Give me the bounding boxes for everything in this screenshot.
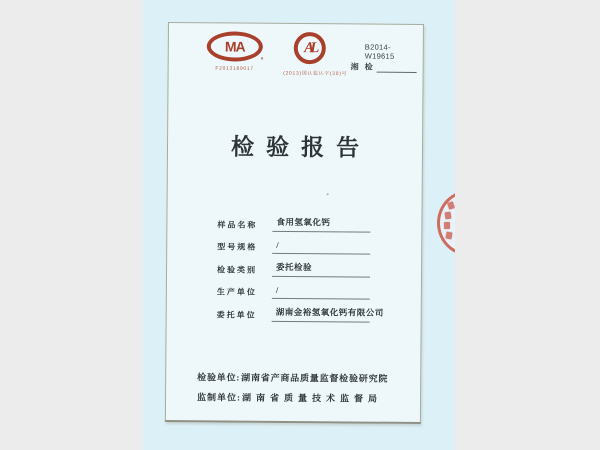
cma-registered-mark: 。	[260, 53, 267, 61]
inspection-unit-line	[197, 370, 388, 384]
field-label: 委托单位	[216, 310, 257, 320]
report-number: B2014-W19615	[364, 42, 395, 61]
report-title: 检验报告	[230, 134, 372, 161]
field-label: 样品名称	[217, 220, 258, 230]
document-photo	[143, 0, 455, 450]
field-row-client	[217, 297, 387, 322]
supervising-unit-line	[197, 390, 382, 404]
field-value: 食用氢氧化钙	[276, 216, 331, 228]
field-underline	[272, 297, 384, 323]
field-row-model-spec	[217, 229, 387, 254]
field-row-producer	[217, 274, 387, 299]
seal-glyph	[447, 201, 455, 210]
supervising-unit-label: 监制单位:	[197, 392, 242, 403]
supervising-unit-value: 湖南省质量技术监督局	[242, 392, 383, 404]
cal-logo-letters: AL	[304, 39, 316, 56]
report-number-underline	[377, 64, 417, 73]
field-value: /	[276, 239, 280, 250]
report-number-block	[351, 42, 417, 73]
seal-glyph	[445, 232, 452, 240]
report-cover-page	[165, 22, 424, 424]
field-value: 委托检验	[276, 261, 313, 273]
seal-glyph	[445, 212, 452, 220]
field-underline	[272, 274, 370, 300]
cal-accreditation-block	[277, 32, 348, 79]
paper-speck	[327, 193, 329, 195]
report-number-prefix: 湘 检	[350, 62, 375, 72]
cal-cert-number: (2013)国认监认字(30)号	[283, 71, 348, 77]
field-value: /	[275, 284, 279, 295]
field-label: 检验类别	[217, 265, 258, 275]
red-seal-icon	[437, 190, 455, 256]
cma-cert-number: F2013189017	[215, 66, 254, 72]
cma-accreditation-block	[205, 31, 265, 72]
cma-logo-icon	[207, 31, 267, 61]
field-value: 湖南金裕氢氧化钙有限公司	[275, 306, 384, 318]
field-underline	[272, 229, 370, 255]
cal-logo-icon	[294, 32, 326, 64]
inspection-unit-value: 湖南省产商品质量监督检验研究院	[241, 372, 389, 384]
inspection-unit-label: 检验单位:	[197, 372, 241, 383]
seal-glyph	[444, 222, 450, 229]
field-label: 型号规格	[217, 242, 258, 252]
cma-logo-letters: MA	[224, 38, 245, 55]
field-label: 生产单位	[216, 287, 257, 297]
